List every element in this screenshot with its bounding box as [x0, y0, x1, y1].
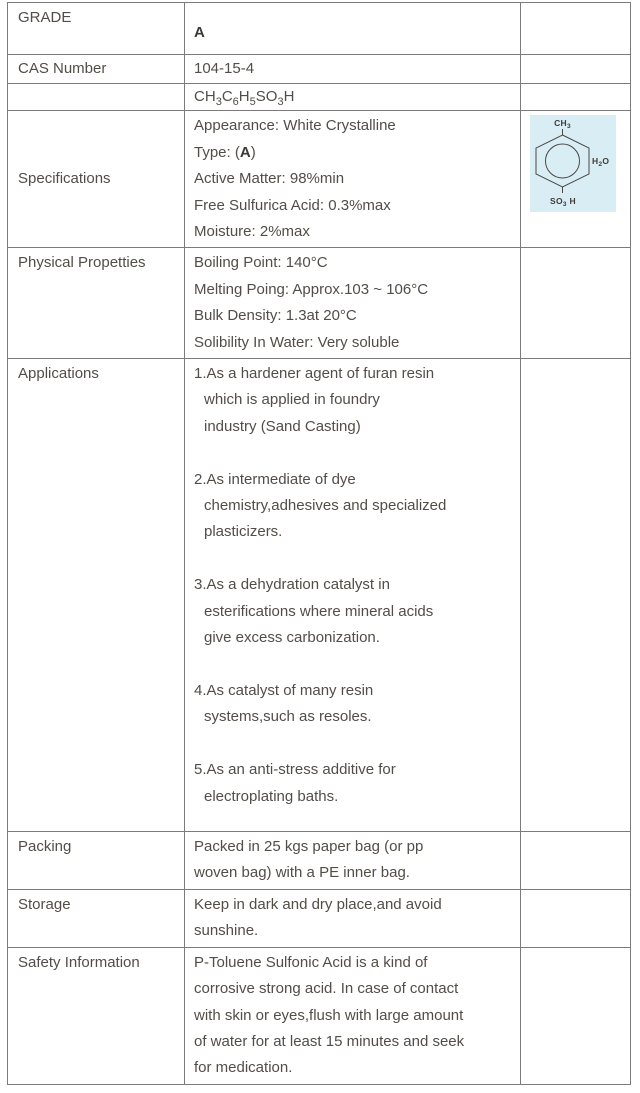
text-line: 5.As an anti-stress additive for [194, 761, 396, 779]
text-line: Free Sulfurica Acid: 0.3%max [194, 196, 391, 214]
storage-label: Storage [8, 889, 185, 947]
cas-label: CAS Number [8, 55, 185, 84]
storage-value [185, 889, 521, 947]
physical-empty-cell [521, 248, 631, 359]
text-line: 2.As intermediate of dye [194, 470, 356, 488]
table-row-formula [8, 84, 631, 111]
text-line: esterifications where mineral acids [204, 602, 434, 620]
text-line: 4.As catalyst of many resin [194, 681, 374, 699]
text-line: Keep in dark and dry place,and avoid [194, 895, 442, 913]
text-line: give excess carbonization. [204, 629, 380, 647]
text-line: with skin or eyes,flush with large amount [194, 1006, 464, 1024]
text-line: Type: (A) [194, 143, 256, 161]
physical-properties-value [185, 248, 521, 359]
table-row-grade [8, 3, 631, 55]
text-line: which is applied in foundry [204, 391, 380, 409]
table-row-cas [8, 55, 631, 84]
text-line: industry (Sand Casting) [204, 417, 361, 435]
physical-properties-label: Physical Propetties [8, 248, 185, 359]
text-line: P-Toluene Sulfonic Acid is a kind of [194, 953, 428, 971]
text-line: Active Matter: 98%min [194, 170, 345, 188]
text-line: 1.As a hardener agent of furan resin [194, 365, 435, 383]
cas-empty-cell [521, 55, 631, 84]
text-line: Melting Poing: Approx.103 ~ 106°C [194, 280, 429, 298]
table-row-packing [8, 832, 631, 890]
specifications-value [185, 111, 521, 248]
table-row-applications [8, 359, 631, 832]
text-line: Packed in 25 kgs paper bag (or pp [194, 838, 424, 856]
safety-empty-cell [521, 947, 631, 1084]
text-line: woven bag) with a PE inner bag. [194, 864, 410, 882]
packing-value [185, 832, 521, 890]
text-line: Appearance: White Crystalline [194, 117, 396, 135]
application-item [194, 361, 514, 440]
text-line: of water for at least 15 minutes and seek [194, 1032, 465, 1050]
application-item [194, 572, 514, 651]
table-row-safety-information [8, 947, 631, 1084]
application-item [194, 678, 514, 731]
text-line: plasticizers. [204, 523, 283, 541]
text-line: for medication. [194, 1059, 293, 1077]
applications-label: Applications [8, 359, 185, 832]
grade-value: A [185, 3, 521, 55]
application-item [194, 467, 514, 546]
chemical-structure-image [530, 115, 616, 212]
table-row-specifications [8, 111, 631, 248]
packing-label: Packing [8, 832, 185, 890]
cas-value: 104-15-4 [185, 55, 521, 84]
text-line: 3.As a dehydration catalyst in [194, 576, 390, 594]
text-line: Moisture: 2%max [194, 223, 310, 241]
text-line: Solibility In Water: Very soluble [194, 333, 400, 351]
table-row-storage [8, 889, 631, 947]
specifications-label: Specifications [8, 111, 185, 248]
text-line: Bulk Density: 1.3at 20°C [194, 307, 357, 325]
grade-empty-cell [521, 3, 631, 55]
methyl-label: $CH_3$ [554, 118, 571, 131]
text-line: sunshine. [194, 922, 259, 940]
text-line: Boiling Point: 140°C [194, 254, 328, 272]
applications-value [185, 359, 521, 832]
safety-information-label: Safety Information [8, 947, 185, 1084]
text-line: corrosive strong acid. In case of contact [194, 980, 459, 998]
text-line: systems,such as resoles. [204, 708, 372, 726]
storage-empty-cell [521, 889, 631, 947]
formula-empty-cell [521, 84, 631, 111]
grade-label: GRADE [8, 3, 185, 55]
formula-value: $CH_3C_6H_5SO_3H$ [185, 84, 521, 111]
formula-label [8, 84, 185, 111]
spec-table [7, 2, 631, 1085]
safety-information-value [185, 947, 521, 1084]
table-row-physical-properties [8, 248, 631, 359]
structure-cell [521, 111, 631, 248]
applications-empty-cell [521, 359, 631, 832]
hydrate-label: $H_2O$ [592, 156, 610, 169]
sulfonic-acid-label: $SO_3$ H [550, 196, 576, 209]
text-line: chemistry,adhesives and specialized [204, 497, 447, 515]
text-line: electroplating baths. [204, 787, 339, 805]
application-item [194, 757, 514, 810]
packing-empty-cell [521, 832, 631, 890]
